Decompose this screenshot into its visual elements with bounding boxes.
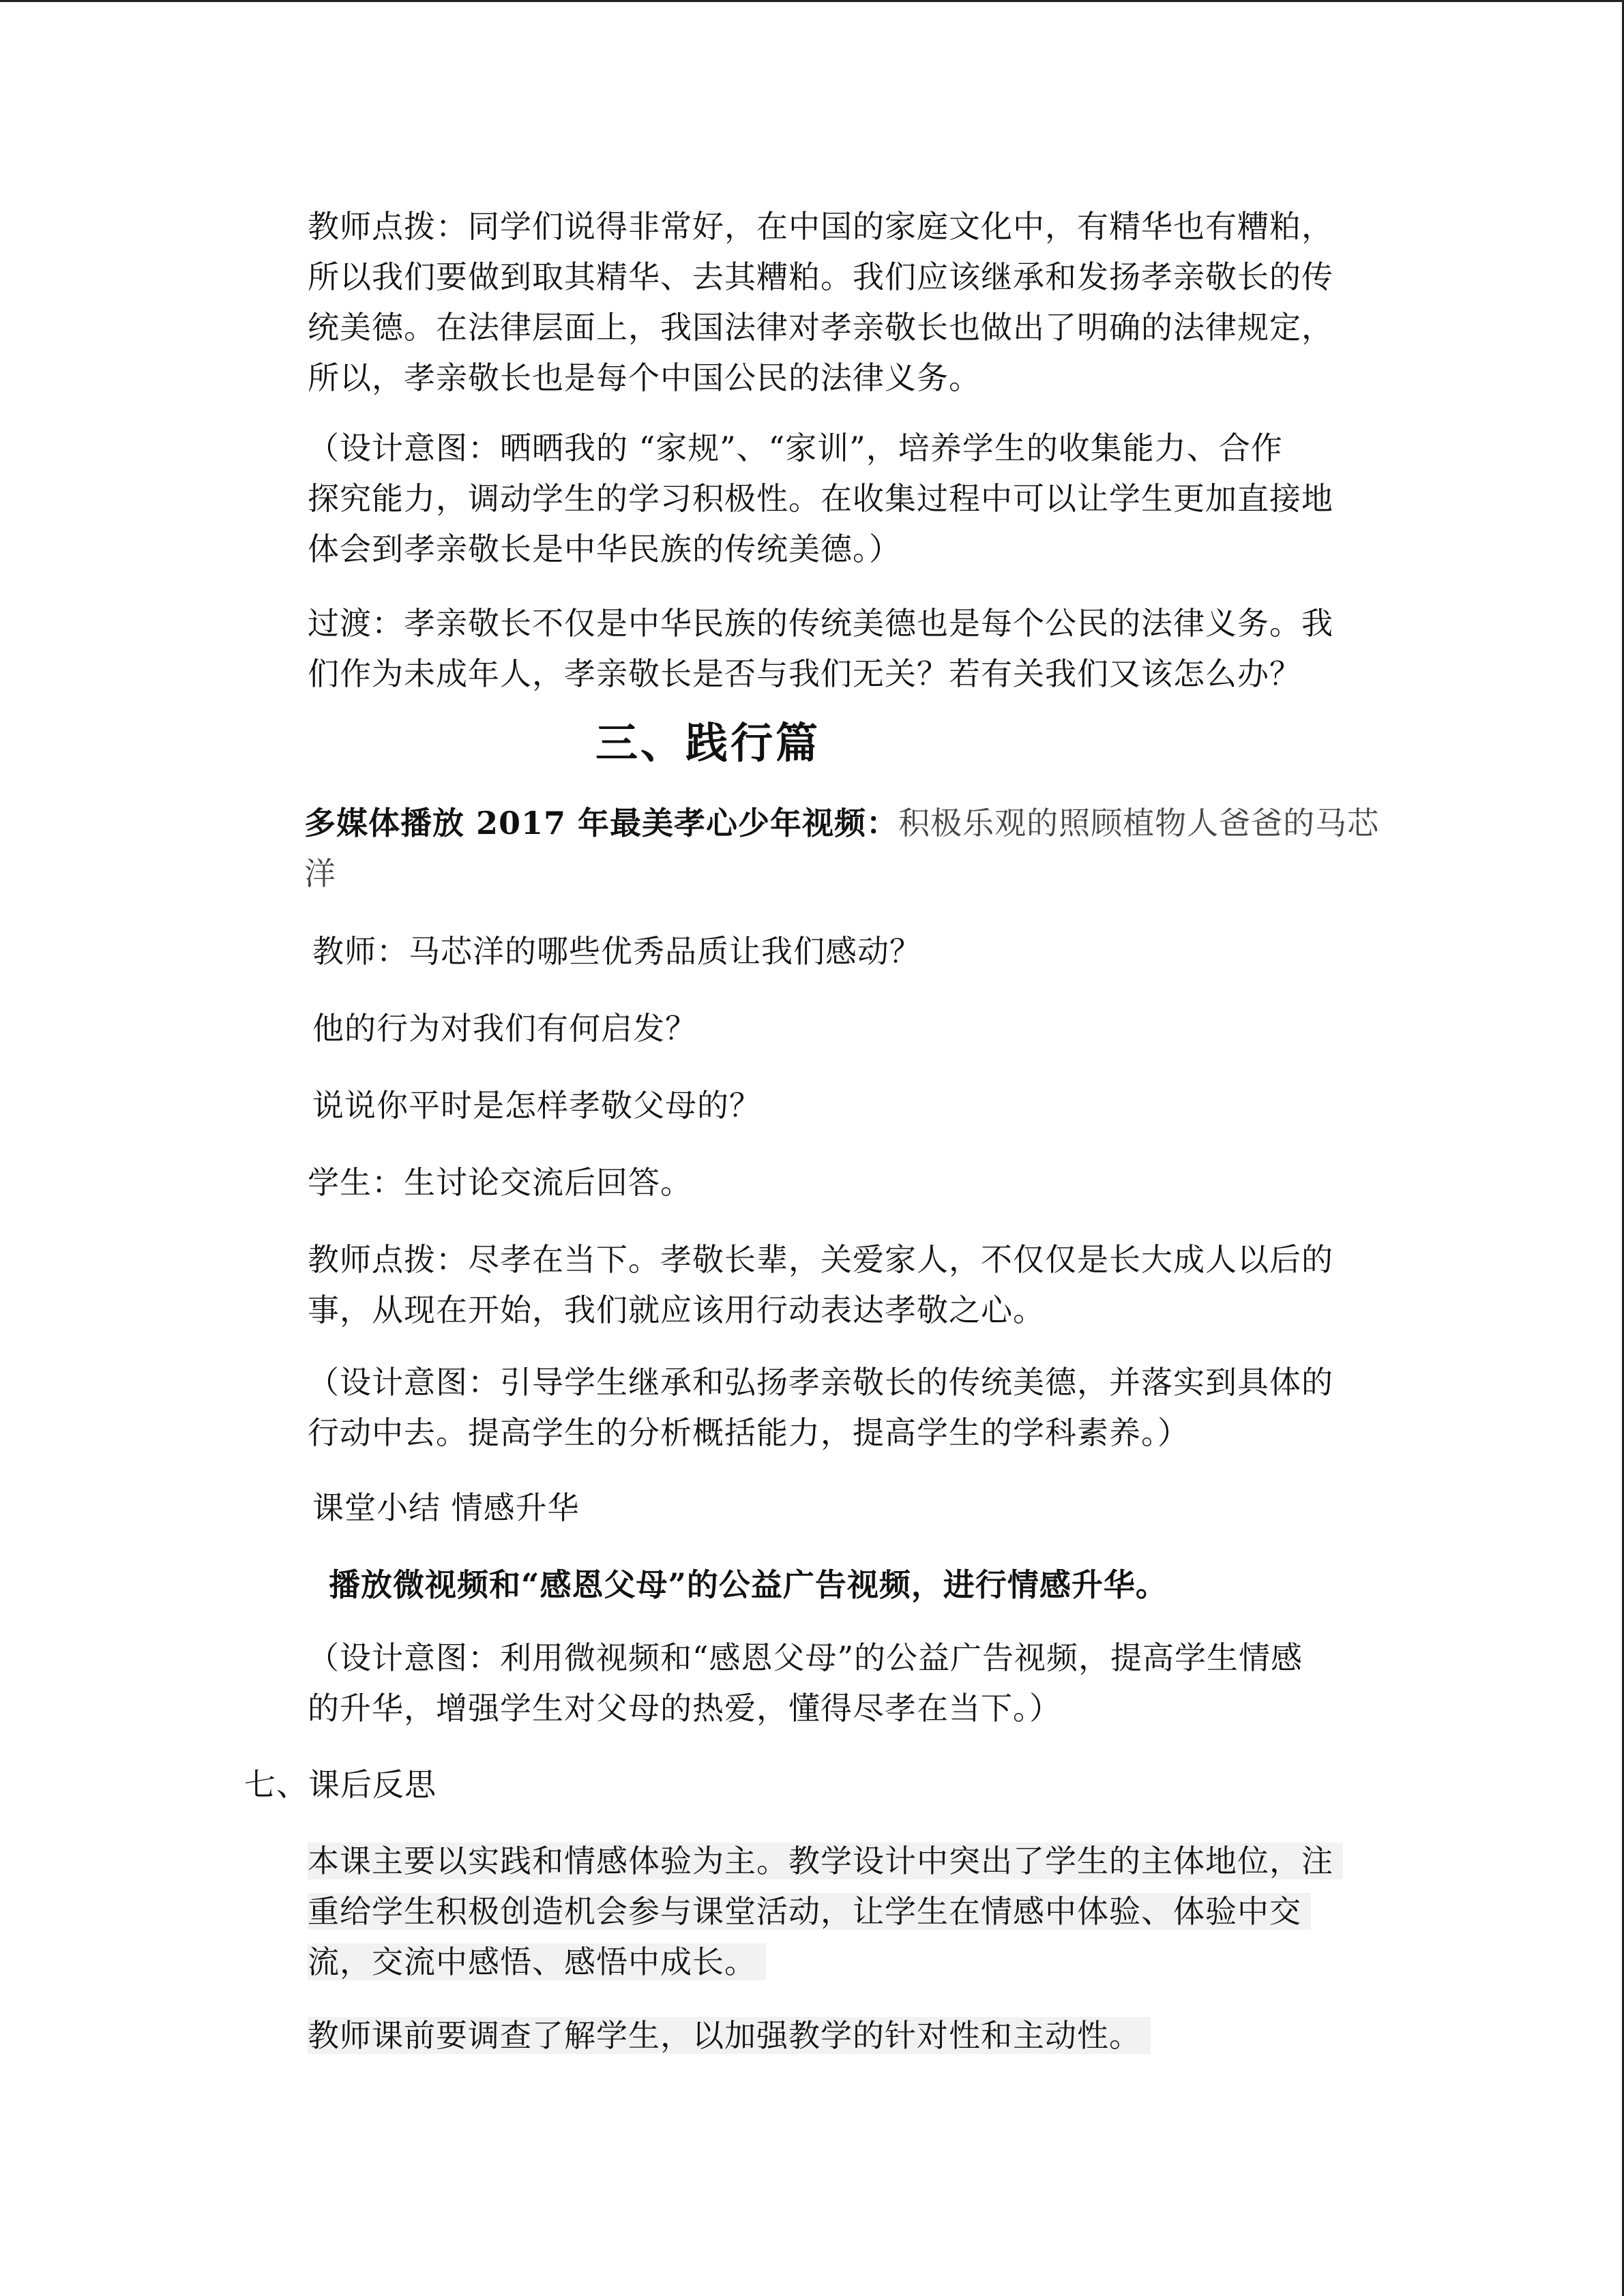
text-line: （设计意图：利用微视频和“感恩父母”的公益广告视频，提高学生情感 bbox=[308, 1639, 1303, 1676]
text-line bbox=[308, 1836, 1343, 1886]
text-line: 探究能力，调动学生的学习积极性。在收集过程中可以让学生更加直接地 bbox=[308, 480, 1333, 517]
section-heading-practice: 三、践行篇 bbox=[595, 718, 821, 768]
teacher-question-1: 教师：马芯洋的哪些优秀品质让我们感动？ bbox=[312, 933, 921, 970]
text-line: 过渡：孝亲敬长不仅是中华民族的传统美德也是每个公民的法律义务。我 bbox=[308, 605, 1333, 642]
text-line: 事，从现在开始，我们就应该用行动表达孝敬之心。 bbox=[308, 1292, 1045, 1328]
shaded-text: 重给学生积极创造机会参与课堂活动，让学生在情感中体验、体验中交 bbox=[308, 1893, 1311, 1930]
class-summary-label: 课堂小结 情感升华 bbox=[312, 1489, 580, 1526]
text-line: 的升华，增强学生对父母的热爱，懂得尽孝在当下。） bbox=[308, 1690, 1061, 1727]
teacher-question-2: 他的行为对我们有何启发？ bbox=[312, 1010, 697, 1047]
shaded-text: 本课主要以实践和情感体验为主。教学设计中突出了学生的主体地位，注 bbox=[308, 1843, 1343, 1879]
text-line: 所以，孝亲敬长也是每个中国公民的法律义务。 bbox=[308, 359, 981, 396]
multimedia-paragraph bbox=[304, 798, 1379, 899]
section-heading-reflection: 七、课后反思 bbox=[244, 1766, 437, 1803]
text-line: （设计意图：晒晒我的 “家规”、“家训”，培养学生的收集能力、合作 bbox=[308, 430, 1283, 466]
teacher-question-3: 说说你平时是怎样孝敬父母的？ bbox=[312, 1087, 761, 1124]
video-description: 积极乐观的照顾植物人爸爸的马芯 bbox=[898, 805, 1380, 841]
text-line bbox=[308, 1937, 1343, 1987]
reflection-paragraph-1 bbox=[308, 1836, 1343, 1987]
text-line: 教师点拨：同学们说得非常好，在中国的家庭文化中，有精华也有糟粕， bbox=[308, 208, 1333, 245]
reflection-paragraph-2 bbox=[308, 2010, 1151, 2061]
design-intent-paragraph-1 bbox=[308, 423, 1333, 574]
text-line: 们作为未成年人，孝亲敬长是否与我们无关？若有关我们又该怎么办？ bbox=[308, 655, 1301, 692]
student-response: 学生：生讨论交流后回答。 bbox=[308, 1164, 692, 1201]
play-video-instruction: 播放微视频和“感恩父母”的公益广告视频，进行情感升华。 bbox=[329, 1566, 1168, 1603]
text-line bbox=[304, 798, 1379, 848]
text-line: 洋 bbox=[304, 855, 336, 892]
text-line: 教师点拨：尽孝在当下。孝敬长辈，关爱家人，不仅仅是长大成人以后的 bbox=[308, 1241, 1333, 1278]
design-intent-paragraph-2 bbox=[308, 1357, 1333, 1458]
shaded-text: 流，交流中感悟、感悟中成长。 bbox=[308, 1943, 766, 1980]
text-line: 所以我们要做到取其精华、去其糟粕。我们应该继承和发扬孝亲敬长的传 bbox=[308, 258, 1333, 295]
text-line: 统美德。在法律层面上，我国法律对孝亲敬长也做出了明确的法律规定， bbox=[308, 309, 1333, 346]
text-line: 体会到孝亲敬长是中华民族的传统美德。） bbox=[308, 531, 901, 567]
bold-lead: 多媒体播放 2017 年最美孝心少年视频： bbox=[304, 805, 899, 841]
text-line bbox=[308, 1886, 1343, 1937]
shaded-text: 教师课前要调查了解学生，以加强教学的针对性和主动性。 bbox=[308, 2017, 1151, 2054]
text-line: 行动中去。提高学生的分析概括能力，提高学生的学科素养。） bbox=[308, 1414, 1190, 1451]
teacher-guidance-paragraph-1 bbox=[308, 201, 1333, 403]
design-intent-paragraph-3 bbox=[308, 1632, 1303, 1733]
transition-paragraph bbox=[308, 598, 1333, 699]
text-line: （设计意图：引导学生继承和弘扬孝亲敬长的传统美德，并落实到具体的 bbox=[308, 1364, 1333, 1401]
teacher-guidance-paragraph-2 bbox=[308, 1234, 1333, 1335]
page-border-top bbox=[0, 0, 1624, 2]
